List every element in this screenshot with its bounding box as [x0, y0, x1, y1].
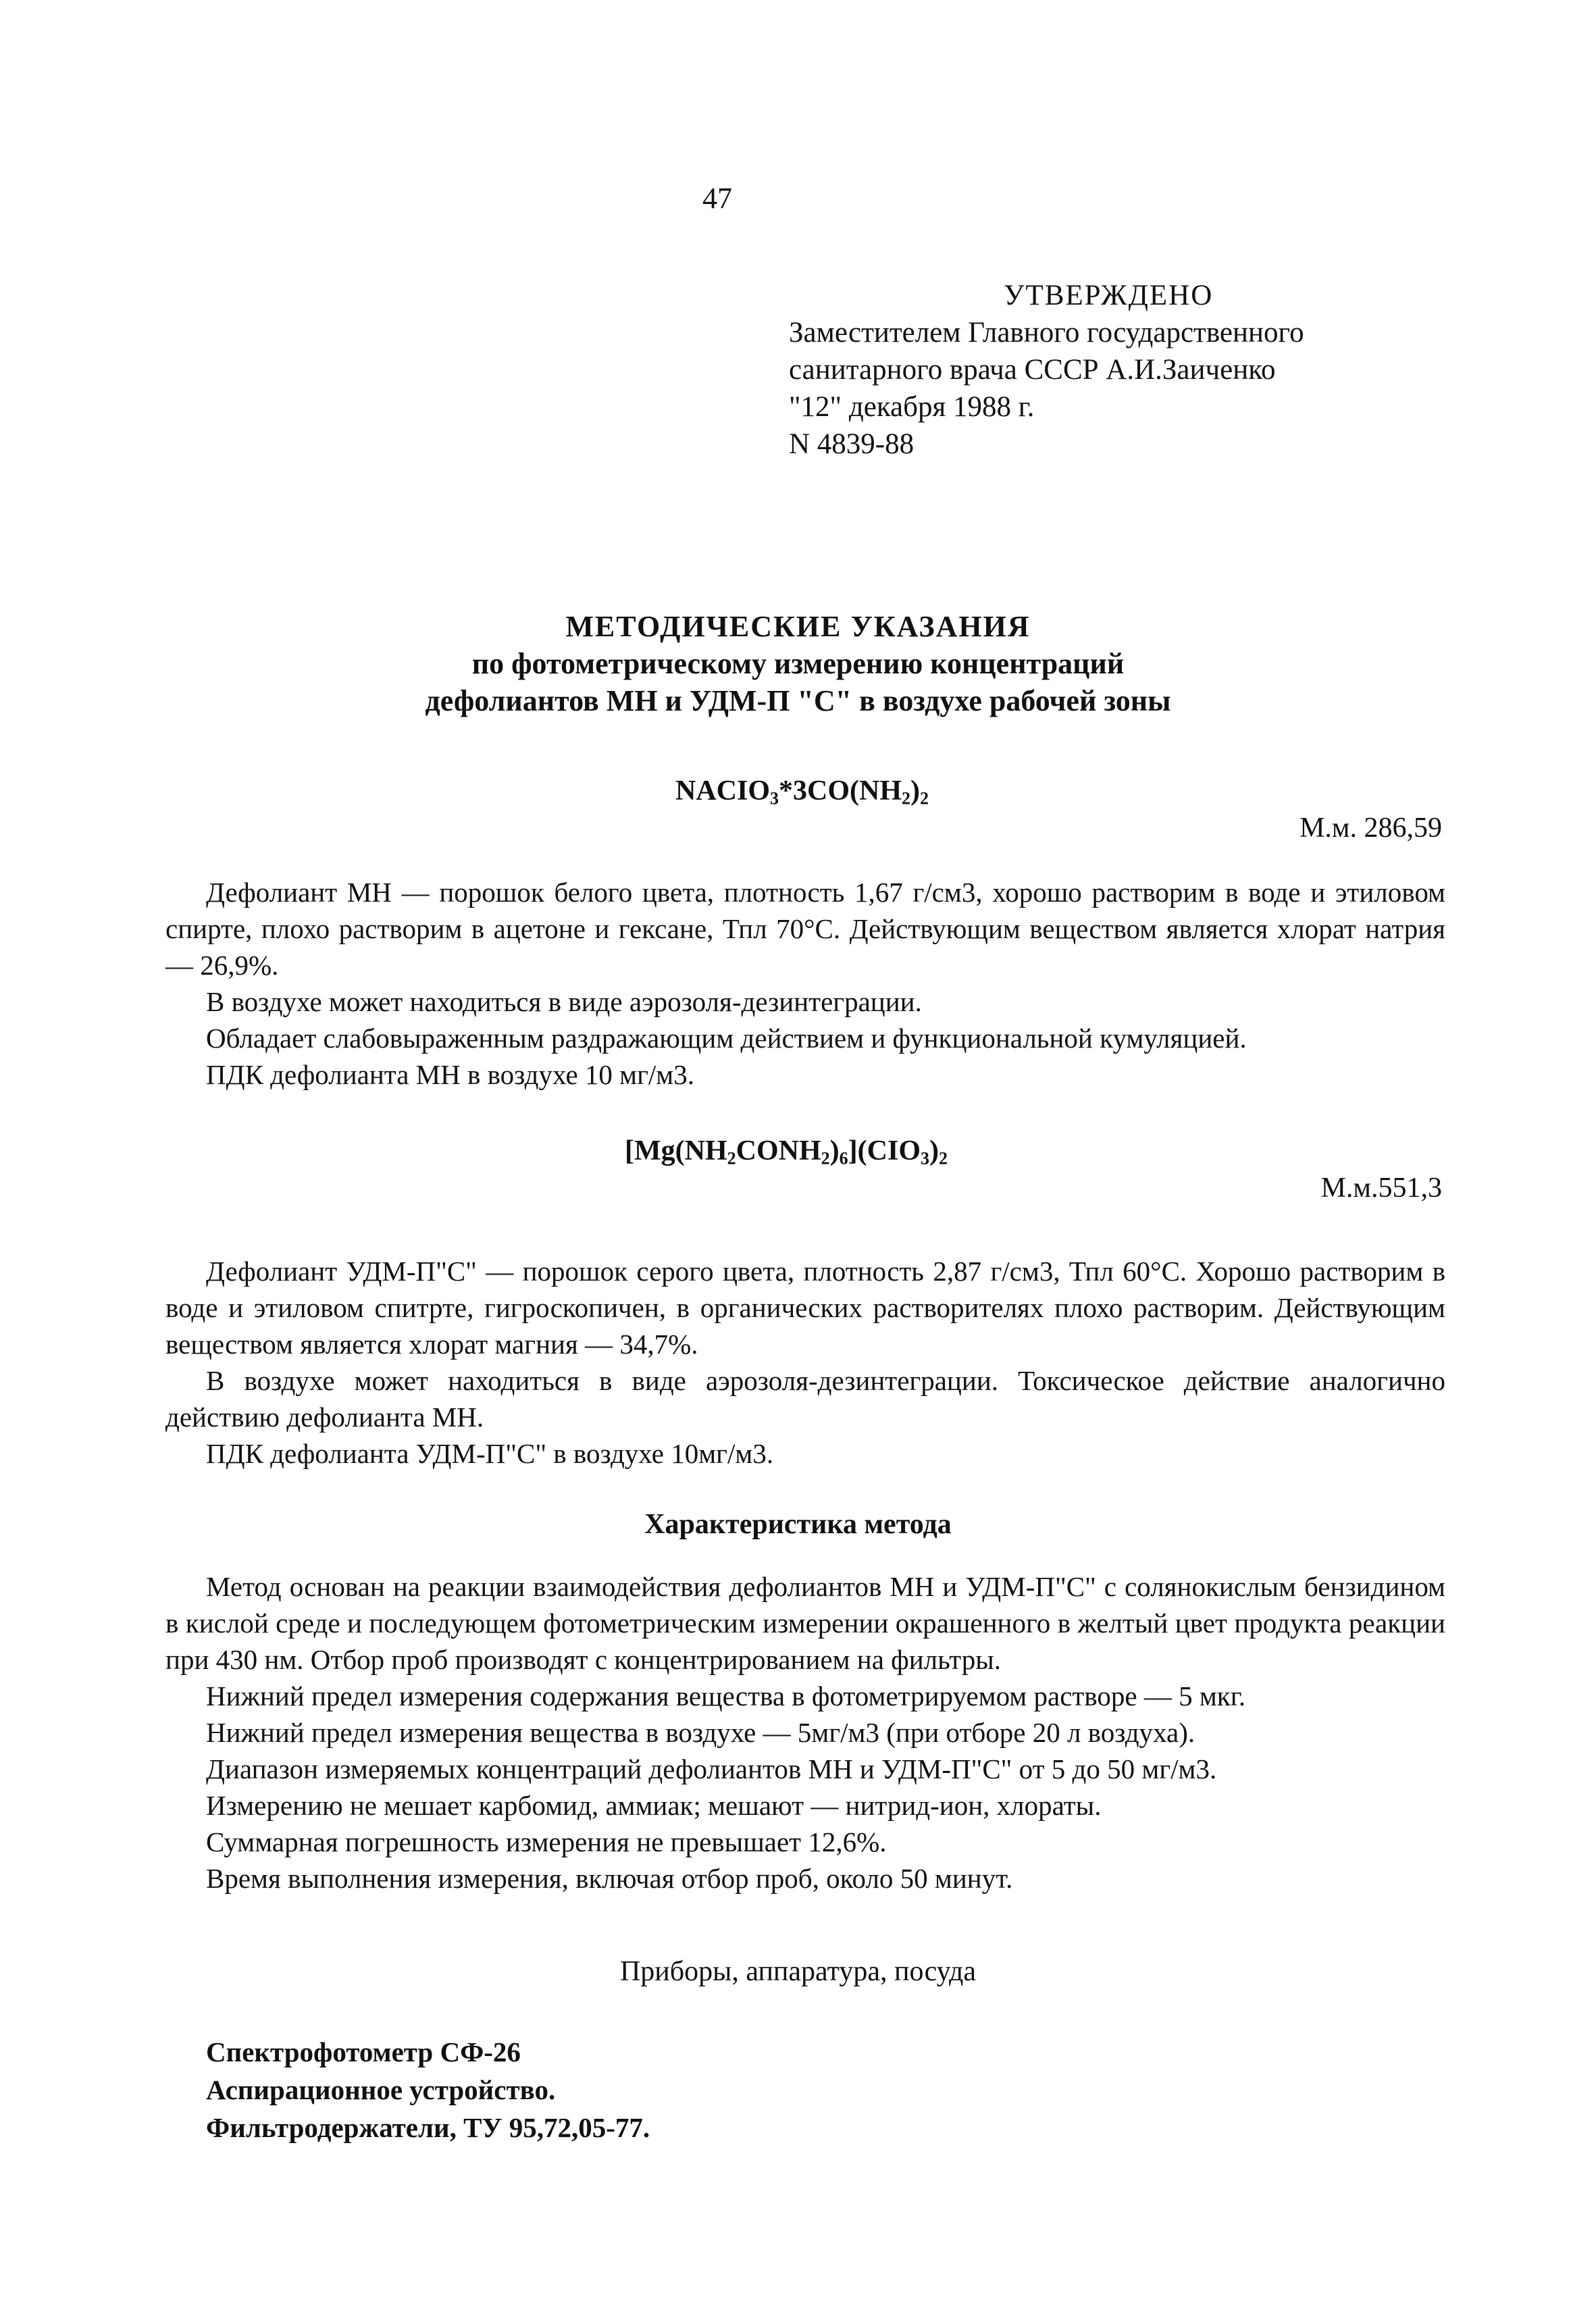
formula-magnesium-complex: $[Mg(NH_2CONH_2)_6](CIO_3)_2$ [625, 1135, 948, 1168]
substance1-para-2: В воздухе может находиться в виде аэрозоля-дезинтеграции. [206, 986, 922, 1017]
title-line-3: дефолиантов МН и УДМ-П "С" в воздухе рабочей зоны [425, 684, 1171, 717]
equipment-heading: Приборы, аппаратура, посуда [619, 1956, 977, 1987]
substance1-para-1: Дефолиант МН — порошок белого цвета, плотность 1,67 г/см3, хорошо растворим в воде и этиловом спирте, плохо растворим в ацетоне и гексане, Тпл 70°С. Действующим веществом является хлорат натрия — 26,9%. [165, 877, 1445, 981]
method-heading: Характеристика метода [644, 1509, 952, 1540]
approval-line-2: санитарного врача СССР А.И.Заиченко [789, 354, 1276, 386]
formula-sodium-chlorate: $NACIO_3*3CO(NH_2)_2$ [675, 775, 929, 808]
substance2-description [165, 1253, 1445, 1472]
method-para-5: Измерению не мешает карбомид, аммиак; мешают — нитрид-ион, хлораты. [206, 1790, 1102, 1821]
list-item: Спектрофотометр СФ-26 [206, 2036, 521, 2067]
title-main: МЕТОДИЧЕСКИЕ УКАЗАНИЯ [565, 610, 1031, 643]
substance2-para-3: ПДК дефолианта УДМ-П"С" в воздухе 10мг/м3. [206, 1438, 774, 1469]
page-number: 47 [702, 182, 732, 215]
approval-heading: УТВЕРЖДЕНО [1004, 280, 1214, 311]
equipment-list [206, 2033, 650, 2146]
method-para-4: Диапазон измеряемых концентраций дефолиантов МН и УДМ-П"С" от 5 до 50 мг/м3. [206, 1753, 1217, 1784]
substance1-para-4: ПДК дефолианта МН в воздухе 10 мг/м3. [206, 1059, 695, 1090]
approval-line-3: "12" декабря 1988 г. [789, 391, 1035, 423]
substance2-para-2: В воздухе может находиться в виде аэрозоля-дезинтеграции. Токсическое действие аналогично действию дефолианта МН. [165, 1365, 1445, 1433]
method-para-7: Время выполнения измерения, включая отбор проб, около 50 минут. [206, 1863, 1013, 1894]
document-title [0, 608, 1596, 719]
substance1-description [165, 874, 1445, 1093]
approval-line-4: N 4839-88 [789, 428, 915, 460]
list-item: Фильтродержатели, ТУ 95,72,05-77. [206, 2112, 650, 2143]
method-para-1: Метод основан на реакции взаимодействия дефолиантов МН и УДМ-П"С" с солянокислым бензидином в кислой среде и последующем фотометрическим измерении окрашенного в желтый цвет продукта реакции при 430 нм. Отбор проб производят с концентрированием на фильтры. [165, 1571, 1445, 1675]
list-item: Аспирационное устройство. [206, 2074, 556, 2105]
substance1-para-3: Обладает слабовыраженным раздражающим действием и функциональной кумуляцией. [206, 1023, 1247, 1054]
molar-mass-2: М.м.551,3 [1320, 1173, 1442, 1204]
approval-line-1: Заместителем Главного государственного [789, 317, 1304, 349]
method-description [165, 1568, 1445, 1897]
method-para-3: Нижний предел измерения вещества в воздухе — 5мг/м3 (при отборе 20 л воздуха). [206, 1717, 1195, 1748]
substance2-para-1: Дефолиант УДМ-П"С" — порошок серого цвета, плотность 2,87 г/см3, Тпл 60°С. Хорошо растворим в воде и этиловом спитрте, гигроскопичен, в органических растворителях плохо растворим. Действующим веществом является хлорат магния — 34,7%. [165, 1256, 1445, 1360]
method-para-2: Нижний предел измерения содержания вещества в фотометрируемом растворе — 5 мкг. [206, 1680, 1246, 1712]
molar-mass-1: М.м. 286,59 [1299, 813, 1442, 844]
method-para-6: Суммарная погрешность измерения не превышает 12,6%. [206, 1826, 887, 1857]
approval-block [789, 277, 1304, 463]
title-line-2: по фотометрическому измерению концентраций [471, 647, 1125, 680]
